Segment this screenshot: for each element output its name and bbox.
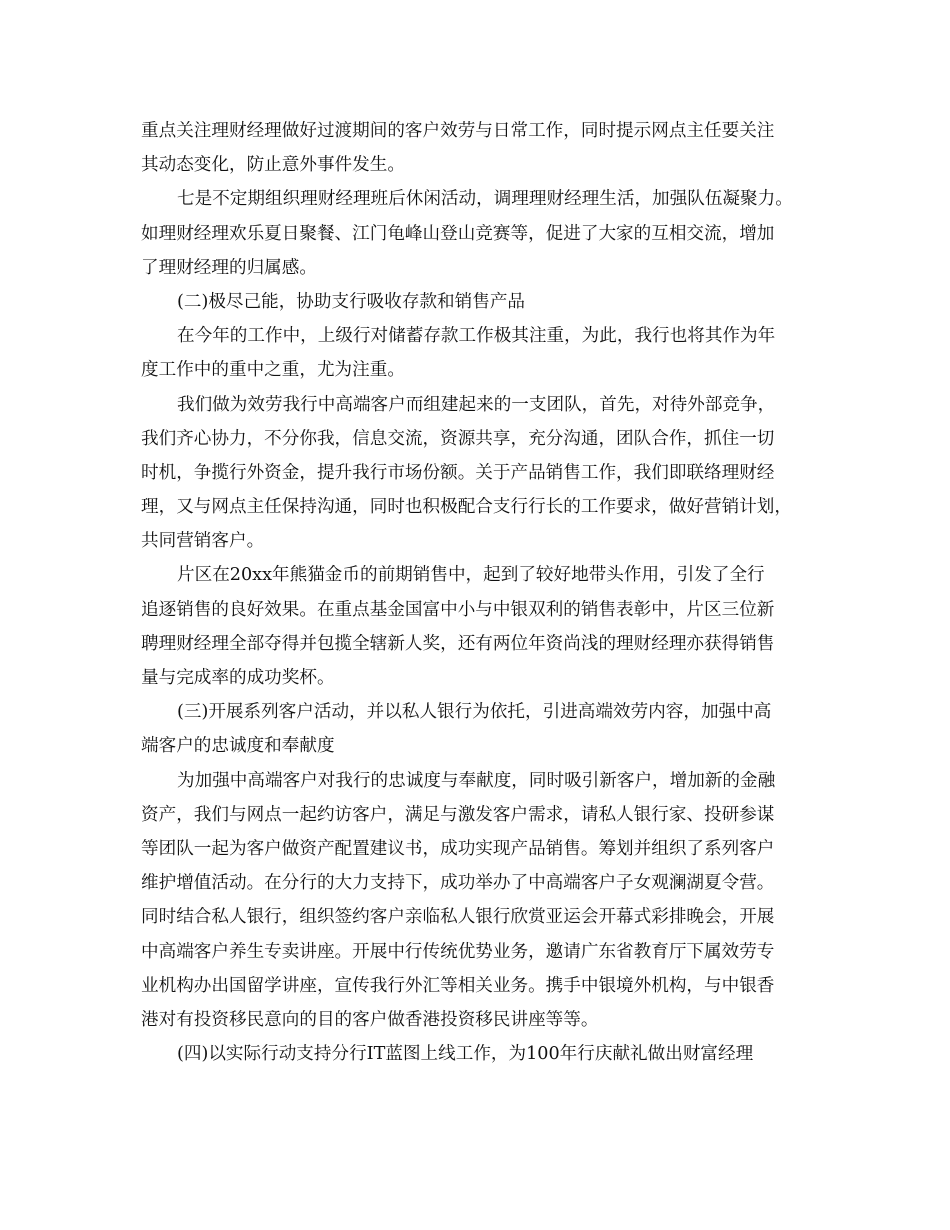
text-line: 港对有投资移民意向的目的客户做香港投资移民讲座等等。	[141, 1009, 599, 1030]
text-line: (二)极尽己能，协助支行吸收存款和销售产品	[177, 291, 526, 312]
document-body	[141, 114, 821, 1071]
text-line: (四)以实际行动支持分行IT蓝图上线工作，为100年行庆献礼做出财富经理	[177, 1044, 754, 1065]
text-line: 其动态变化，防止意外事件发生。	[141, 155, 405, 176]
text-line: 片区在20xx年熊猫金币的前期销售中，起到了较好地带头作用，引发了全行	[177, 565, 765, 586]
text-line: 在今年的工作中，上级行对储蓄存款工作极其注重，为此，我行也将其作为年	[177, 326, 776, 347]
text-line: 同时结合私人银行，组织签约客户亲临私人银行欣赏亚运会开幕式彩排晚会，开展	[141, 907, 775, 928]
text-line: 我们做为效劳我行中高端客户而组建起来的一支团队，首先，对待外部竞争，	[177, 394, 776, 415]
text-line: 量与完成率的成功奖杯。	[141, 668, 335, 688]
text-line: 重点关注理财经理做好过渡期间的客户效劳与日常工作，同时提示网点主任要关注	[141, 121, 775, 141]
text-line: 理，又与网点主任保持沟通，同时也积极配合支行行长的工作要求，做好营销计划，	[141, 497, 792, 518]
text-line: 了理财经理的归属感。	[141, 257, 317, 278]
text-line: 端客户的忠诚度和奉献度	[141, 736, 335, 757]
text-line: 如理财经理欢乐夏日聚餐、江门龟峰山登山竞赛等，促进了大家的互相交流，增加	[141, 223, 775, 244]
text-line: 资产，我们与网点一起约访客户，满足与激发客户需求，请私人银行家、投研参谋	[141, 804, 775, 825]
text-line: 聘理财经理全部夺得并包揽全辖新人奖，还有两位年资尚浅的理财经理亦获得销售	[141, 633, 775, 654]
text-line: 等团队一起为客户做资产配置建议书，成功实现产品销售。筹划并组织了系列客户	[141, 838, 775, 859]
text-line: 为加强中高端客户对我行的忠诚度与奉献度，同时吸引新客户，增加新的金融	[177, 770, 776, 791]
text-line: 追逐销售的良好效果。在重点基金国富中小与中银双利的销售表彰中，片区三位新	[141, 599, 775, 620]
text-line: 业机构办出国留学讲座，宣传我行外汇等相关业务。携手中银境外机构，与中银香	[141, 975, 775, 996]
text-line: (三)开展系列客户活动，并以私人银行为依托，引进高端效劳内容，加强中高	[177, 702, 772, 723]
text-line: 中高端客户养生专卖讲座。开展中行传统优势业务，邀请广东省教育厅下属效劳专	[141, 941, 775, 962]
text-line: 时机，争揽行外资金，提升我行市场份额。关于产品销售工作，我们即联络理财经	[141, 462, 775, 483]
text-line: 维护增值活动。在分行的大力支持下，成功举办了中高端客户子女观澜湖夏令营。	[141, 873, 775, 894]
text-line: 我们齐心协力，不分你我，信息交流，资源共享，充分沟通，团队合作，抓住一切	[141, 428, 775, 449]
text-line: 度工作中的重中之重，尤为注重。	[141, 360, 405, 381]
text-line: 共同营销客户。	[141, 531, 265, 552]
text-line: 七是不定期组织理财经理班后休闲活动，调理理财经理生活，加强队伍凝聚力。	[177, 189, 793, 210]
